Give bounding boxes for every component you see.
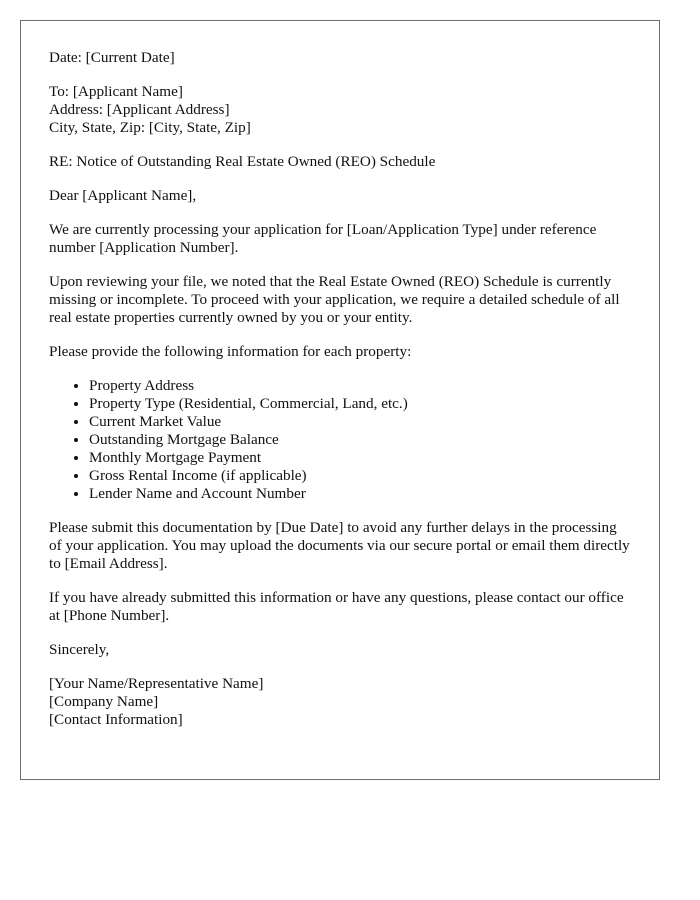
paragraph-submission-deadline: Please submit this documentation by [Due Date] to avoid any further delays in the processing of your application. You may upload the documents via our secure portal or email them directly to [Email Address].: [49, 519, 630, 572]
list-item: • Outstanding Mortgage Balance: [89, 431, 631, 449]
list-item: • Lender Name and Account Number: [89, 485, 631, 503]
recipient-address: Address: [Applicant Address]: [49, 101, 230, 118]
recipient-block: [49, 83, 631, 137]
paragraph-reo-missing: Upon reviewing your file, we noted that the Real Estate Owned (REO) Schedule is currently missing or incomplete. To proceed with your application, we require a detailed schedule of all real estate properties currently owned by you or your entity.: [49, 273, 620, 326]
signature-block: [49, 675, 631, 729]
signature-company: [Company Name]: [49, 693, 159, 710]
recipient-name: To: [Applicant Name]: [49, 83, 183, 100]
list-item: • Monthly Mortgage Payment: [89, 449, 631, 467]
list-item: • Property Address: [89, 377, 631, 395]
subject-line: RE: Notice of Outstanding Real Estate Owned (REO) Schedule: [49, 153, 436, 170]
paragraph-request-info: Please provide the following information for each property:: [49, 343, 412, 360]
list-item: • Gross Rental Income (if applicable): [89, 467, 631, 485]
date-line: Date: [Current Date]: [49, 49, 175, 66]
paragraph-application: We are currently processing your application for [Loan/Application Type] under reference number [Application Number].: [49, 221, 597, 256]
signature-contact: [Contact Information]: [49, 711, 183, 728]
letter-page: [20, 20, 660, 780]
list-item: • Current Market Value: [89, 413, 631, 431]
property-info-list: [49, 377, 631, 503]
list-item: • Property Type (Residential, Commercial, Land, etc.): [89, 395, 631, 413]
signature-name: [Your Name/Representative Name]: [49, 675, 264, 692]
paragraph-contact: If you have already submitted this information or have any questions, please contact our office at [Phone Number].: [49, 589, 624, 624]
closing: Sincerely,: [49, 641, 110, 658]
recipient-city: City, State, Zip: [City, State, Zip]: [49, 119, 251, 136]
salutation: Dear [Applicant Name],: [49, 187, 197, 204]
